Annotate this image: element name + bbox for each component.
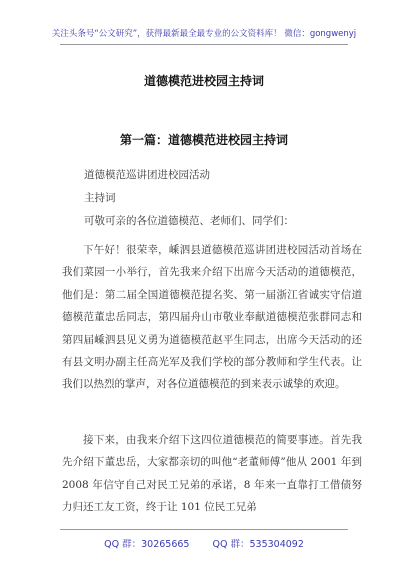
greeting: 可敬可亲的各位道德模范、老师们、同学们： — [84, 215, 294, 227]
part-title: 第一篇：道德模范进校园主持词 — [119, 133, 288, 147]
header-divider — [60, 44, 348, 45]
footer-divider — [60, 529, 348, 530]
document-title: 道德模范进校园主持词 — [143, 74, 264, 88]
footer-qq-group-1: QQ 群：30265665 — [104, 539, 190, 550]
header-note: 关注头条号“公文研究”，获得最新最全最专业的公文资料库！ 微信：gongwenyj — [51, 29, 357, 39]
section-label: 主持词 — [84, 192, 116, 204]
paragraph-intro: 下午好！很荣幸，嵊泗县道德模范巡讲团进校园活动首场在我们菜园一小举行，首先我来介绍下出席今天活动的道德模范，他们是：第二届全国道德模范提名奖、第一届浙江省诚实守信道德模范董忠岳同志，第四届舟山市敬业奉献道德模范张群同志和第四届嵊泗县见义勇为道德模范赵平生同志，出席今天活动的还有县文明办副主任高光军及我们学校的部分教师和学生代表。让我们以热烈的掌声，对各位道德模范的到来表示诚挚的欢迎。 — [62, 244, 362, 391]
footer-qq-group-2: QQ 群：535304092 — [212, 539, 304, 550]
footer — [0, 536, 408, 550]
subtitle: 道德模范巡讲团进校园活动 — [84, 169, 210, 181]
paragraph-deeds: 接下来，由我来介绍下这四位道德模范的简要事迹。首先我先介绍下董忠岳，大家都亲切的叫他“老董师傅”他从 2001 年到 2008 年信守自己对民工兄弟的承诺，8 年来一直靠打工借债努力归还工友工资，终于让 101 位民工兄弟 — [62, 434, 362, 514]
